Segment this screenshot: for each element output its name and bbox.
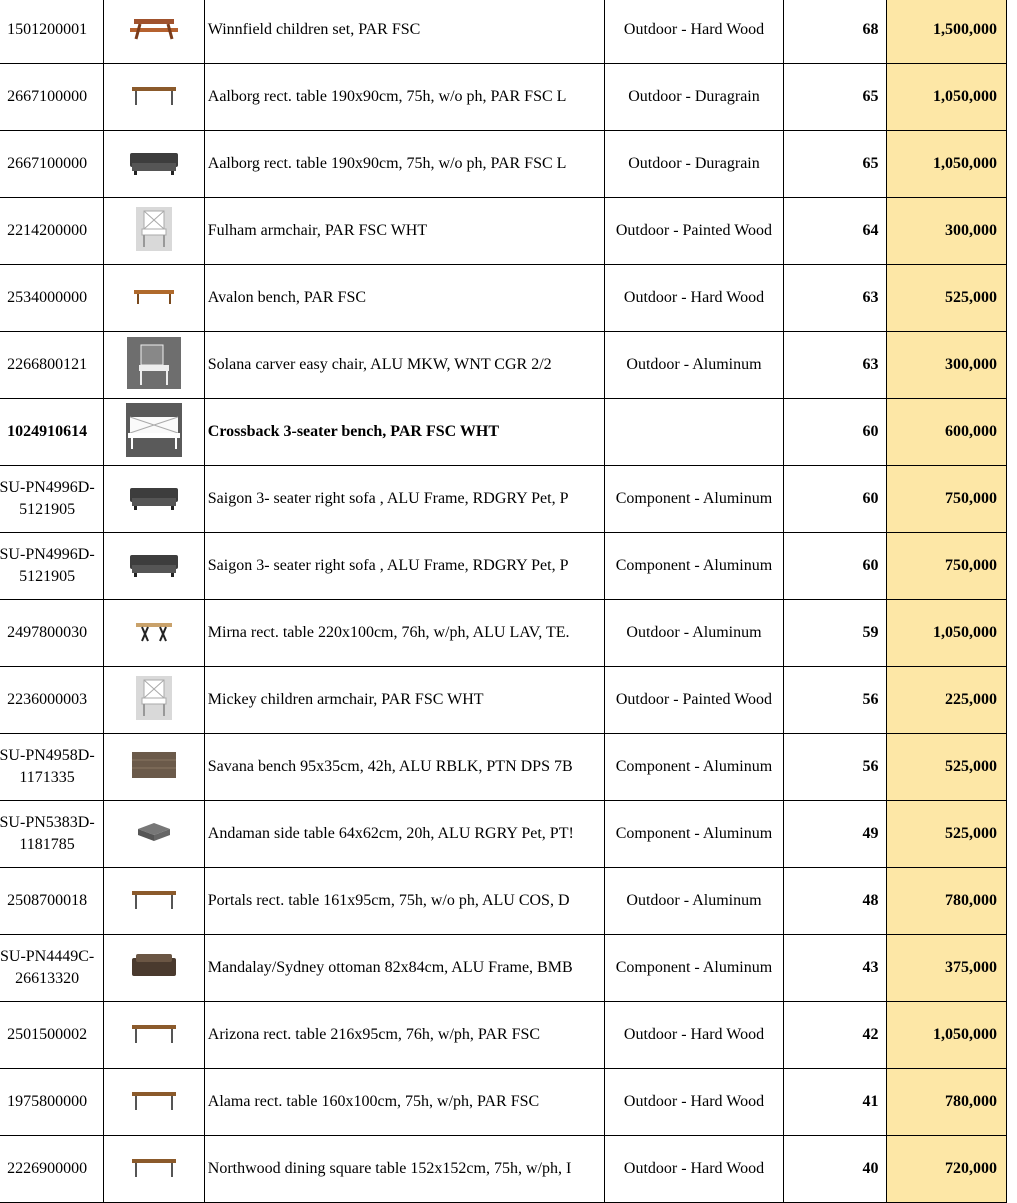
product-category-cell[interactable]: Component - Aluminum — [605, 533, 784, 600]
product-row — [0, 131, 1007, 198]
product-image-cell[interactable] — [104, 399, 205, 466]
product-price-cell[interactable]: 600,000 — [887, 399, 1007, 466]
product-image-cell[interactable] — [104, 64, 205, 131]
product-qty-cell[interactable]: 43 — [783, 935, 887, 1002]
product-name-cell[interactable]: Mirna rect. table 220x100cm, 76h, w/ph, ALU LAV, TE. — [204, 600, 604, 667]
product-price-cell[interactable]: 750,000 — [887, 466, 1007, 533]
product-price-cell[interactable]: 750,000 — [887, 533, 1007, 600]
product-category-cell[interactable]: Outdoor - Aluminum — [605, 868, 784, 935]
product-category-cell[interactable]: Component - Aluminum — [605, 801, 784, 868]
product-code-cell[interactable]: 2667100000 — [0, 64, 104, 131]
product-qty-cell[interactable]: 56 — [783, 667, 887, 734]
product-row — [0, 399, 1007, 466]
side-table-icon — [134, 821, 174, 848]
product-qty-cell[interactable]: 49 — [783, 801, 887, 868]
product-category-cell[interactable]: Component - Aluminum — [605, 734, 784, 801]
product-qty-cell[interactable]: 63 — [783, 265, 887, 332]
product-price-cell[interactable]: 525,000 — [887, 801, 1007, 868]
product-name-cell[interactable]: Crossback 3-seater bench, PAR FSC WHT — [204, 399, 604, 466]
product-category-cell[interactable]: Outdoor - Hard Wood — [605, 0, 784, 64]
product-qty-cell[interactable]: 60 — [783, 399, 887, 466]
picnic-table-icon — [128, 15, 180, 46]
product-name-cell[interactable]: Andaman side table 64x62cm, 20h, ALU RGRY Pet, PT! — [204, 801, 604, 868]
product-row — [0, 667, 1007, 734]
storage-bench-icon — [130, 750, 178, 785]
product-qty-cell[interactable]: 40 — [783, 1136, 887, 1203]
product-price-cell[interactable]: 720,000 — [887, 1136, 1007, 1203]
product-row — [0, 533, 1007, 600]
product-row — [0, 868, 1007, 935]
chair-icon — [127, 337, 181, 394]
table-icon — [130, 1021, 178, 1050]
product-code-cell[interactable]: SU-PN4449C-26613320 — [0, 935, 104, 1002]
product-image-cell[interactable] — [104, 734, 205, 801]
product-price-cell[interactable]: 780,000 — [887, 868, 1007, 935]
product-row — [0, 0, 1007, 64]
product-code-cell[interactable]: 2266800121 — [0, 332, 104, 399]
product-image-cell[interactable] — [104, 533, 205, 600]
product-row — [0, 1002, 1007, 1069]
product-image-cell[interactable] — [104, 667, 205, 734]
product-name-cell[interactable]: Aalborg rect. table 190x90cm, 75h, w/o ph, PAR FSC L — [204, 64, 604, 131]
product-price-cell[interactable]: 1,500,000 — [887, 0, 1007, 64]
product-name-cell[interactable]: Alama rect. table 160x100cm, 75h, w/ph, PAR FSC — [204, 1069, 604, 1136]
product-row — [0, 332, 1007, 399]
table-icon — [130, 83, 178, 112]
product-code-cell[interactable]: SU-PN5383D-1181785 — [0, 801, 104, 868]
product-name-cell[interactable]: Fulham armchair, PAR FSC WHT — [204, 198, 604, 265]
product-name-cell[interactable]: Saigon 3- seater right sofa , ALU Frame, RDGRY Pet, P — [204, 466, 604, 533]
product-category-cell[interactable]: Component - Aluminum — [605, 466, 784, 533]
product-image-cell[interactable] — [104, 0, 205, 64]
table-icon — [130, 1155, 178, 1184]
product-image-cell[interactable] — [104, 1069, 205, 1136]
product-qty-cell[interactable]: 68 — [783, 0, 887, 64]
table-icon — [130, 1088, 178, 1117]
product-image-cell[interactable] — [104, 1136, 205, 1203]
product-qty-cell[interactable]: 64 — [783, 198, 887, 265]
product-qty-cell[interactable]: 60 — [783, 466, 887, 533]
sofa-icon — [128, 147, 180, 182]
armchair-icon — [136, 676, 172, 725]
product-qty-cell[interactable]: 48 — [783, 868, 887, 935]
product-qty-cell[interactable]: 65 — [783, 64, 887, 131]
product-code-cell[interactable]: 2236000003 — [0, 667, 104, 734]
product-qty-cell[interactable]: 41 — [783, 1069, 887, 1136]
product-name-cell[interactable]: Aalborg rect. table 190x90cm, 75h, w/o ph, PAR FSC L — [204, 131, 604, 198]
product-price-cell[interactable]: 375,000 — [887, 935, 1007, 1002]
armchair-icon — [136, 207, 172, 256]
product-name-cell[interactable]: Savana bench 95x35cm, 42h, ALU RBLK, PTN DPS 7B — [204, 734, 604, 801]
product-code-cell[interactable]: SU-PN4958D-1171335 — [0, 734, 104, 801]
product-row — [0, 600, 1007, 667]
product-image-cell[interactable] — [104, 868, 205, 935]
bench-photo-icon — [126, 403, 182, 462]
product-qty-cell[interactable]: 56 — [783, 734, 887, 801]
ottoman-icon — [130, 950, 178, 987]
product-code-cell[interactable]: SU-PN4996D-5121905 — [0, 466, 104, 533]
product-price-cell[interactable]: 1,050,000 — [887, 1002, 1007, 1069]
product-price-cell[interactable]: 1,050,000 — [887, 600, 1007, 667]
product-image-cell[interactable] — [104, 600, 205, 667]
product-price-cell[interactable]: 525,000 — [887, 734, 1007, 801]
product-row — [0, 801, 1007, 868]
product-qty-cell[interactable]: 63 — [783, 332, 887, 399]
product-category-cell[interactable]: Outdoor - Aluminum — [605, 600, 784, 667]
product-category-cell[interactable]: Outdoor - Hard Wood — [605, 265, 784, 332]
product-price-cell[interactable]: 1,050,000 — [887, 131, 1007, 198]
product-name-cell[interactable]: Solana carver easy chair, ALU MKW, WNT CGR 2/2 — [204, 332, 604, 399]
product-code-cell[interactable]: 2667100000 — [0, 131, 104, 198]
trestle-table-icon — [134, 619, 174, 648]
product-image-cell[interactable] — [104, 198, 205, 265]
product-price-cell[interactable]: 1,050,000 — [887, 64, 1007, 131]
product-category-cell[interactable]: Outdoor - Hard Wood — [605, 1002, 784, 1069]
product-image-cell[interactable] — [104, 131, 205, 198]
product-image-cell[interactable] — [104, 332, 205, 399]
product-category-cell[interactable]: Outdoor - Painted Wood — [605, 667, 784, 734]
product-code-cell[interactable]: 2501500002 — [0, 1002, 104, 1069]
product-category-cell[interactable]: Outdoor - Hard Wood — [605, 1136, 784, 1203]
product-category-cell[interactable]: Component - Aluminum — [605, 935, 784, 1002]
product-row — [0, 734, 1007, 801]
product-code-cell[interactable]: 2497800030 — [0, 600, 104, 667]
product-name-cell[interactable]: Winnfield children set, PAR FSC — [204, 0, 604, 64]
product-name-cell[interactable]: Arizona rect. table 216x95cm, 76h, w/ph, PAR FSC — [204, 1002, 604, 1069]
product-name-cell[interactable]: Mandalay/Sydney ottoman 82x84cm, ALU Frame, BMB — [204, 935, 604, 1002]
product-name-cell[interactable]: Northwood dining square table 152x152cm, 75h, w/ph, I — [204, 1136, 604, 1203]
product-category-cell[interactable]: Outdoor - Duragrain — [605, 64, 784, 131]
product-price-cell[interactable]: 225,000 — [887, 667, 1007, 734]
product-code-cell[interactable]: 1975800000 — [0, 1069, 104, 1136]
bench-icon — [132, 286, 176, 311]
product-row — [0, 265, 1007, 332]
product-row — [0, 466, 1007, 533]
product-category-cell[interactable]: Outdoor - Hard Wood — [605, 1069, 784, 1136]
product-category-cell[interactable]: Outdoor - Duragrain — [605, 131, 784, 198]
product-qty-cell[interactable]: 59 — [783, 600, 887, 667]
product-name-cell[interactable]: Avalon bench, PAR FSC — [204, 265, 604, 332]
product-category-cell[interactable]: Outdoor - Painted Wood — [605, 198, 784, 265]
product-row — [0, 1136, 1007, 1203]
product-code-cell[interactable]: SU-PN4996D-5121905 — [0, 533, 104, 600]
product-image-cell[interactable] — [104, 801, 205, 868]
product-image-cell[interactable] — [104, 935, 205, 1002]
product-code-cell[interactable]: 2214200000 — [0, 198, 104, 265]
product-row — [0, 198, 1007, 265]
sofa-icon — [128, 549, 180, 584]
product-image-cell[interactable] — [104, 466, 205, 533]
product-code-cell[interactable]: 2508700018 — [0, 868, 104, 935]
sofa-icon — [128, 482, 180, 517]
product-price-cell[interactable]: 300,000 — [887, 332, 1007, 399]
product-qty-cell[interactable]: 60 — [783, 533, 887, 600]
product-name-cell[interactable]: Saigon 3- seater right sofa , ALU Frame, RDGRY Pet, P — [204, 533, 604, 600]
product-category-cell[interactable]: Outdoor - Aluminum — [605, 332, 784, 399]
product-qty-cell[interactable]: 65 — [783, 131, 887, 198]
product-name-cell[interactable]: Portals rect. table 161x95cm, 75h, w/o ph, ALU COS, D — [204, 868, 604, 935]
product-code-cell[interactable]: 2534000000 — [0, 265, 104, 332]
table-icon — [130, 887, 178, 916]
product-category-cell[interactable] — [605, 399, 784, 466]
product-code-cell[interactable]: 1024910614 — [0, 399, 104, 466]
product-image-cell[interactable] — [104, 1002, 205, 1069]
product-price-cell[interactable]: 300,000 — [887, 198, 1007, 265]
product-name-cell[interactable]: Mickey children armchair, PAR FSC WHT — [204, 667, 604, 734]
product-row — [0, 1069, 1007, 1136]
product-code-cell[interactable]: 1501200001 — [0, 0, 104, 64]
product-qty-cell[interactable]: 42 — [783, 1002, 887, 1069]
product-image-cell[interactable] — [104, 265, 205, 332]
product-price-cell[interactable]: 780,000 — [887, 1069, 1007, 1136]
product-price-cell[interactable]: 525,000 — [887, 265, 1007, 332]
product-code-cell[interactable]: 2226900000 — [0, 1136, 104, 1203]
product-row — [0, 935, 1007, 1002]
product-row — [0, 64, 1007, 131]
